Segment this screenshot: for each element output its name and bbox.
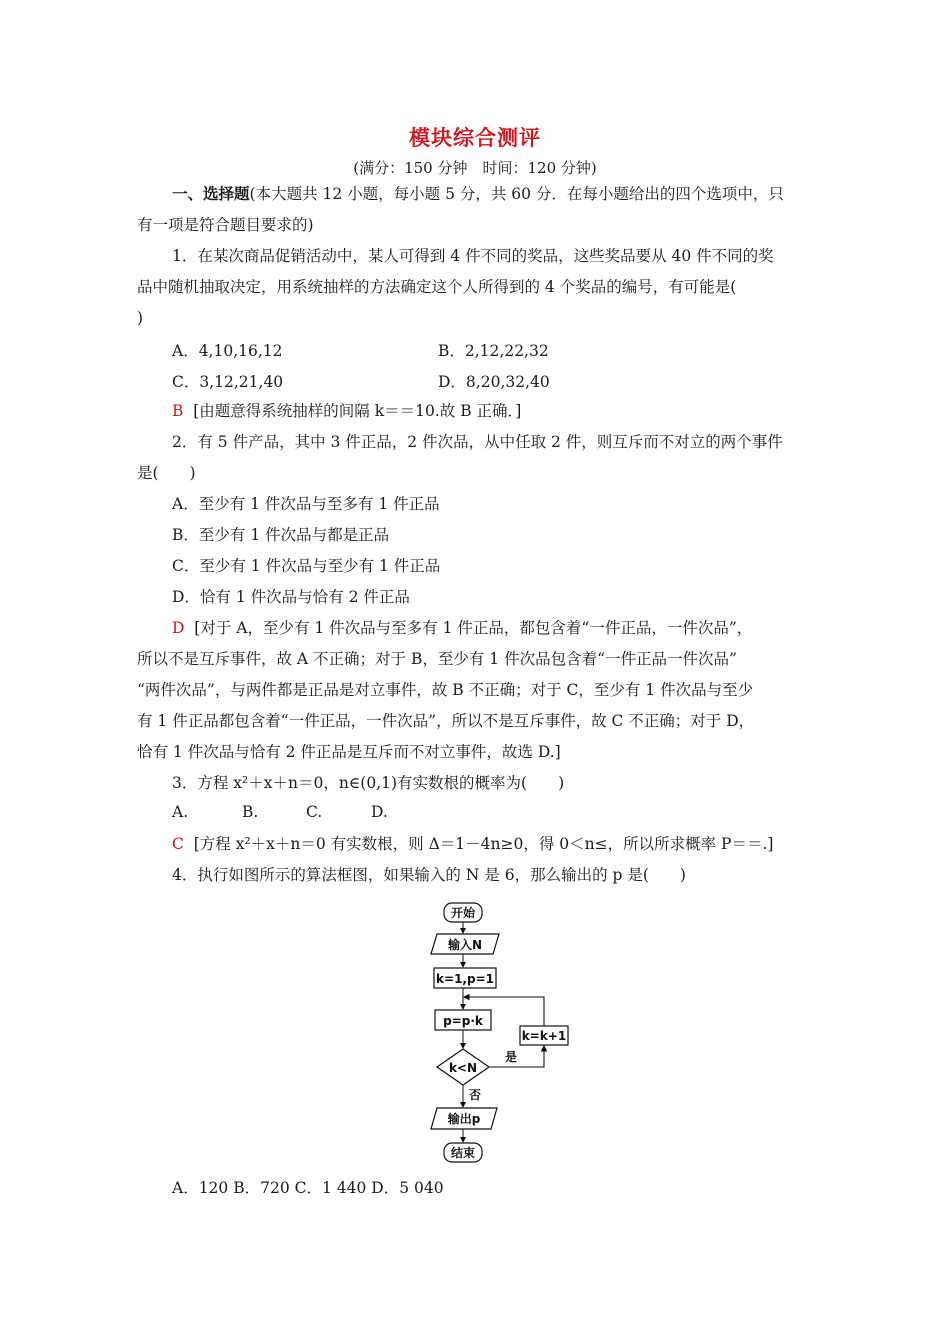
algorithm-flowchart — [425, 897, 575, 1167]
flow-init-label: k=1,p=1 — [436, 972, 494, 986]
q1-option-b: B．2,12,22,32 — [438, 342, 549, 360]
q1-answer-text: [由题意得系统抽样的间隔 k＝＝10.故 B 正确．] — [193, 402, 522, 420]
q1-line2: 品中随机抽取决定，用系统抽样的方法确定这个人所得到的 4 个奖品的编号，有可能是( — [137, 278, 737, 296]
q3-answer — [172, 833, 852, 855]
q1-option-a: A．4,10,16,12 — [172, 342, 283, 360]
q3-line1: 3．方程 x²＋x＋n＝0，n∈(0,1)有实数根的概率为( ) — [172, 774, 565, 792]
page-title: 模块综合测评 — [409, 125, 541, 150]
q4-options: A．120 B．720 C．1 440 D．5 040 — [172, 1179, 444, 1197]
section-intro-text: (本大题共 12 小题，每小题 5 分，共 60 分．在每小题给出的四个选项中，只 — [249, 185, 784, 203]
q3-option-b: B. — [242, 803, 259, 821]
flow-input-label: 输入N — [447, 938, 483, 952]
q2-option-b: B．至少有 1 件次品与都是正品 — [172, 526, 390, 544]
section-intro-line1 — [172, 183, 852, 205]
flow-end-label: 结束 — [450, 1146, 476, 1160]
q2-line1: 2．有 5 件产品，其中 3 件正品，2 件次品，从中任取 2 件，则互斥而不对立的两个事件 — [172, 433, 783, 451]
q1-line1: 1．在某次商品促销活动中，某人可得到 4 件不同的奖品，这些奖品要从 40 件不同的奖 — [172, 247, 774, 265]
flow-yes-label: 是 — [504, 1050, 518, 1064]
q2-answer-line3: “两件次品”，与两件都是正品是对立事件，故 B 不正确；对于 C，至少有 1 件次品与至少 — [137, 681, 754, 699]
q3-option-d: D. — [371, 803, 388, 821]
flow-condition-label: k<N — [448, 1061, 478, 1075]
q3-option-c: C. — [306, 803, 323, 821]
flow-output-label: 输出p — [447, 1112, 481, 1126]
q1-line3: ) — [137, 309, 144, 327]
q2-answer-line1 — [172, 617, 852, 639]
q2-answer-line5: 恰有 1 件次品与恰有 2 件正品是互斥而不对立事件，故选 D.] — [137, 743, 561, 761]
q2-answer-text1: [对于 A，至少有 1 件次品与至多有 1 件正品，都包含着“一件正品，一件次品”， — [194, 619, 753, 637]
q2-line2: 是( ) — [137, 464, 196, 482]
q2-answer-letter: D — [172, 619, 185, 637]
q2-option-d: D．恰有 1 件次品与恰有 2 件正品 — [172, 588, 410, 606]
q2-option-c: C．至少有 1 件次品与至少有 1 件正品 — [172, 557, 441, 575]
q3-option-a: A. — [172, 803, 189, 821]
q1-option-d: D．8,20,32,40 — [438, 373, 550, 391]
q1-option-c: C．3,12,21,40 — [172, 373, 284, 391]
page-subtitle: (满分：150 分钟 时间：120 分钟) — [353, 159, 597, 177]
flow-increment-label: k=k+1 — [521, 1029, 567, 1043]
q1-answer-letter: B — [172, 402, 184, 420]
q3-answer-letter: C — [172, 835, 184, 853]
q1-answer — [172, 400, 852, 422]
q2-option-a: A．至少有 1 件次品与至多有 1 件正品 — [172, 495, 440, 513]
q4-line1: 4．执行如图所示的算法框图，如果输入的 N 是 6，那么输出的 p 是( ) — [172, 866, 686, 884]
flow-start-label: 开始 — [450, 906, 476, 920]
flow-assign-label: p=p·k — [443, 1014, 483, 1028]
flow-no-label: 否 — [468, 1088, 482, 1102]
section-heading: 一、选择题 — [172, 184, 250, 203]
section-intro-line2: 有一项是符合题目要求的) — [137, 216, 314, 234]
q2-answer-line2: 所以不是互斥事件，故 A 不正确；对于 B，至少有 1 件次品包含着“一件正品一件次品” — [137, 650, 737, 668]
q3-answer-text: [方程 x²＋x＋n＝0 有实数根，则 Δ＝1－4n≥0，得 0＜n≤，所以所求概率 P＝＝.] — [193, 835, 774, 853]
q2-answer-line4: 有 1 件正品都包含着“一件正品，一件次品”，所以不是互斥事件，故 C 不正确；对于 D， — [137, 712, 755, 730]
